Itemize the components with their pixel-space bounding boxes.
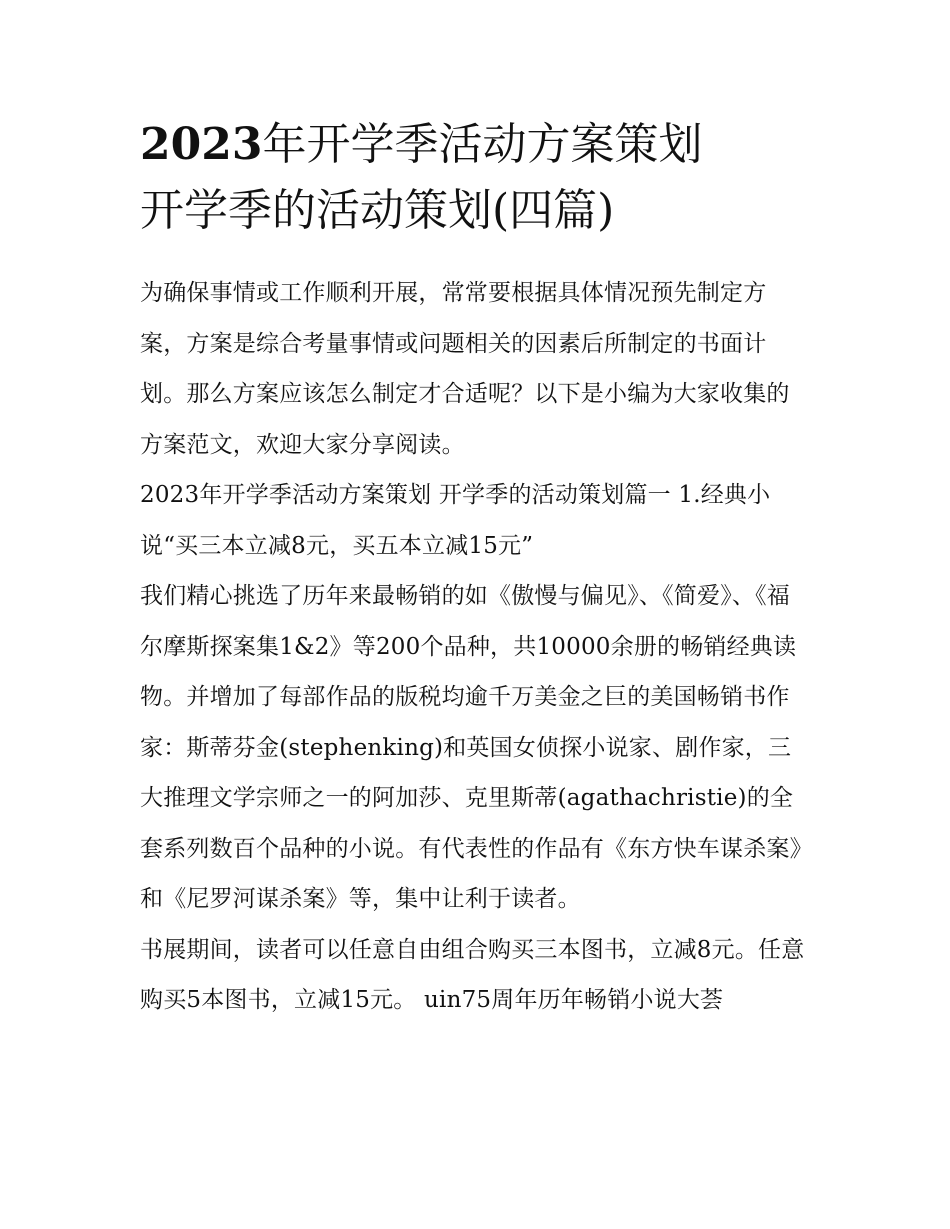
title-line-2: 开学季的活动策划(四篇): [140, 185, 615, 236]
title-line-1: [140, 112, 812, 178]
document-title: [140, 112, 812, 244]
title-line-1-text: 年开学季活动方案策划: [262, 119, 703, 170]
document-page: [140, 112, 812, 1026]
discount-paragraph: 书展期间，读者可以任意自由组合购买三本图书，立减8元。任意购买5本图书，立减15元。 uin75周年历年畅销小说大荟: [140, 936, 805, 1013]
intro-paragraph: 为确保事情或工作顺利开展，常常要根据具体情况预先制定方案，方案是综合考量事情或问题相关的因素后所制定的书面计划。那么方案应该怎么制定才合适呢？以下是小编为大家收集的方案范文，欢迎大家分享阅读。: [140, 280, 790, 458]
books-paragraph: 我们精心挑选了历年来最畅销的如《傲慢与偏见》、《简爱》、《福尔摩斯探案集1&2》等200个品种，共10000余册的畅销经典读物。并增加了每部作品的版税均逾千万美金之巨的美国畅销书作家：斯蒂芬金(stephenking)和英国女侦探小说家、剧作家，三大推理文学宗师之一的阿加莎、克里斯蒂(agathachristie)的全套系列数百个品种的小说。有代表性的作品有《东方快车谋杀案》和《尼罗河谋杀案》等，集中让利于读者。: [140, 583, 802, 912]
section-heading-paragraph: 2023年开学季活动方案策划 开学季的活动策划篇一 1.经典小说“买三本立减8元，买五本立减15元”: [140, 482, 771, 559]
title-year: 2023: [140, 119, 263, 170]
document-body: [140, 268, 812, 1026]
